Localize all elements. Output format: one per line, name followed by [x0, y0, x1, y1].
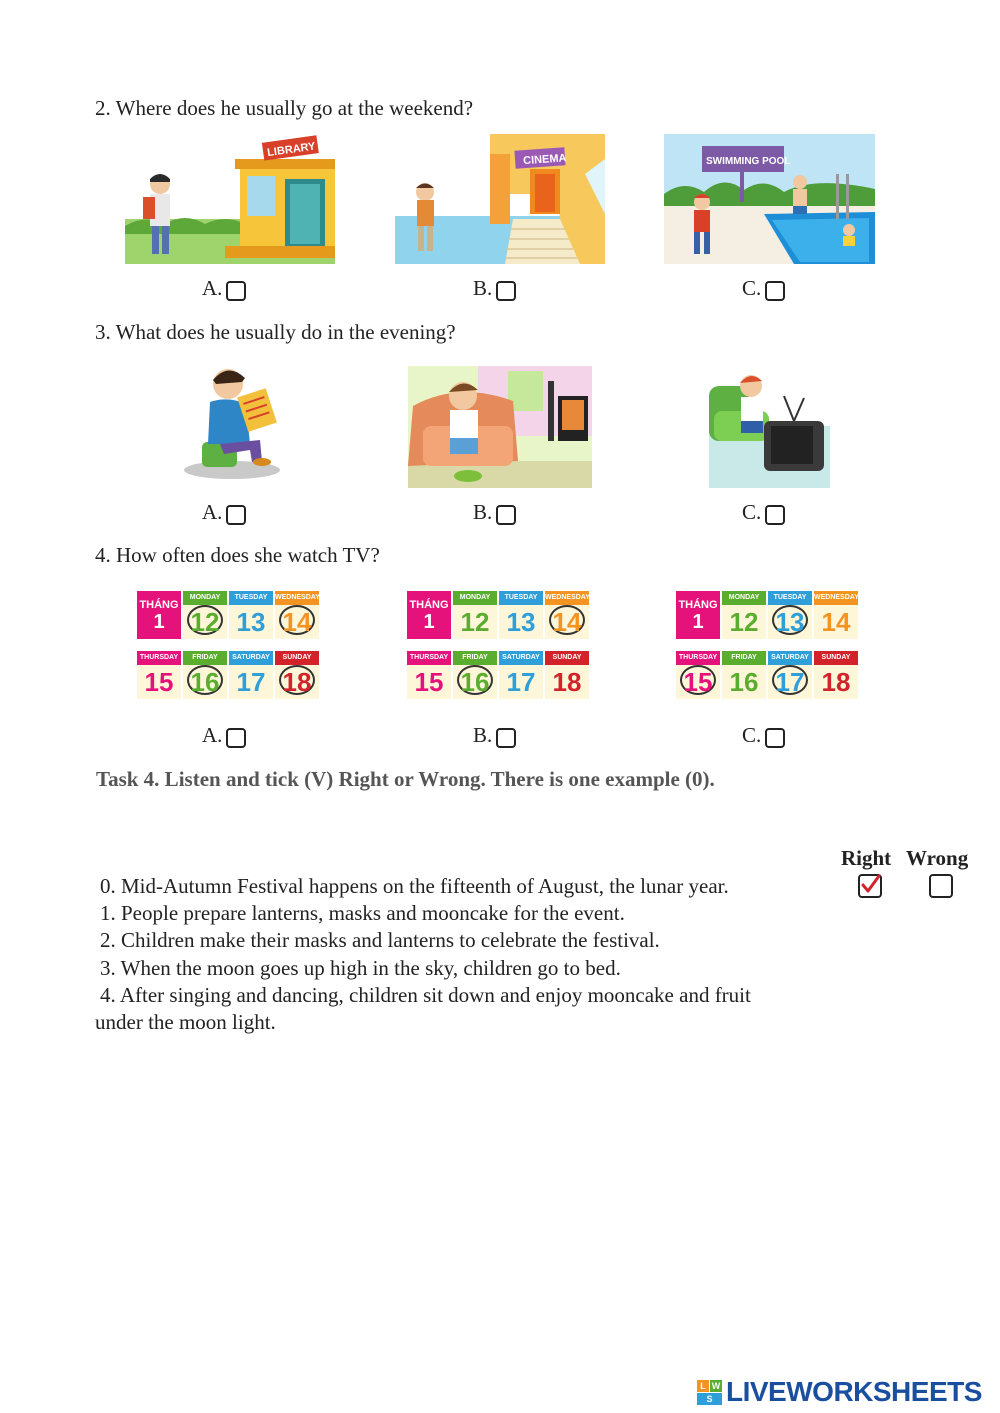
option-label: B. — [473, 723, 493, 747]
example-right-checkbox[interactable] — [858, 874, 882, 898]
day-number: 17 — [499, 665, 543, 699]
weekday-label: THURSDAY — [407, 651, 451, 665]
right-column-header: Right — [841, 846, 892, 870]
circled-day: 17 — [772, 665, 808, 695]
weekday-label: WEDNESDAY — [275, 591, 319, 605]
logo-badge-letter: S — [697, 1393, 722, 1405]
month-number: 1 — [423, 611, 435, 633]
circled-day: 14 — [279, 605, 315, 635]
circled-day: 18 — [279, 665, 315, 695]
wrong-column-header: Wrong — [906, 846, 969, 870]
day-number — [275, 605, 319, 639]
q3-checkbox-a[interactable] — [226, 505, 246, 525]
q4-option-c — [742, 723, 785, 748]
cinema-sign: CINEMA — [522, 152, 567, 168]
weekday-label: SATURDAY — [768, 651, 812, 665]
day-number — [275, 665, 319, 699]
swimming-pool-picture — [664, 134, 875, 264]
month-block — [407, 591, 451, 639]
month-number: 1 — [692, 611, 704, 633]
q3-checkbox-c[interactable] — [765, 505, 785, 525]
day-number — [453, 665, 497, 699]
day-number: 13 — [229, 605, 273, 639]
statement-3: 3. When the moon goes up high in the sky, children go to bed. — [100, 956, 621, 980]
q4-option-a — [202, 723, 246, 748]
statement-1: 1. People prepare lanterns, masks and mooncake for the event. — [100, 901, 625, 925]
q3-option-a — [202, 500, 246, 525]
q4-checkbox-c[interactable] — [765, 728, 785, 748]
calendar-b — [407, 591, 597, 703]
weekday-label: WEDNESDAY — [814, 591, 858, 605]
weekday-label: MONDAY — [453, 591, 497, 605]
option-label: C. — [742, 500, 762, 524]
day-number: 12 — [722, 605, 766, 639]
weekday-label: SATURDAY — [499, 651, 543, 665]
day-number: 18 — [545, 665, 589, 699]
day-number: 17 — [229, 665, 273, 699]
calendar-a — [137, 591, 327, 703]
statement-0: 0. Mid-Autumn Festival happens on the fifteenth of August, the lunar year. — [100, 874, 729, 898]
month-block — [137, 591, 181, 639]
day-number: 12 — [453, 605, 497, 639]
day-number: 16 — [722, 665, 766, 699]
q4-checkbox-b[interactable] — [496, 728, 516, 748]
statement-2: 2. Children make their masks and lanterns to celebrate the festival. — [100, 928, 660, 952]
q3-checkbox-b[interactable] — [496, 505, 516, 525]
liveworksheets-logo — [697, 1376, 982, 1408]
calendar-c — [676, 591, 866, 703]
weekday-label: SATURDAY — [229, 651, 273, 665]
day-number — [183, 665, 227, 699]
circled-day: 12 — [187, 605, 223, 635]
question-2: 2. Where does he usually go at the weekend? — [95, 96, 474, 120]
q3-option-b — [473, 500, 516, 525]
weekday-label: SUNDAY — [545, 651, 589, 665]
weekday-label: SUNDAY — [275, 651, 319, 665]
option-label: B. — [473, 500, 493, 524]
logo-text: LIVEWORKSHEETS — [726, 1376, 982, 1407]
armchair-tv-picture — [709, 366, 830, 488]
q4-checkbox-a[interactable] — [226, 728, 246, 748]
q2-checkbox-b[interactable] — [496, 281, 516, 301]
option-label: C. — [742, 276, 762, 300]
weekday-label: FRIDAY — [183, 651, 227, 665]
q2-option-c — [742, 276, 785, 301]
option-label: A. — [202, 723, 223, 747]
q4-option-b — [473, 723, 516, 748]
month-label: THÁNG — [678, 599, 718, 611]
cinema-picture — [395, 134, 605, 264]
library-sign: LIBRARY — [266, 140, 317, 160]
swimming-pool-sign: SWIMMING POOL — [706, 156, 791, 167]
logo-badge-letter: L — [697, 1380, 709, 1392]
library-picture — [125, 134, 335, 264]
logo-badge-icon — [697, 1380, 722, 1405]
q3-option-c — [742, 500, 785, 525]
day-number: 15 — [137, 665, 181, 699]
weekday-label: THURSDAY — [137, 651, 181, 665]
q2-option-b — [473, 276, 516, 301]
example-wrong-checkbox[interactable] — [929, 874, 953, 898]
day-number: 14 — [814, 605, 858, 639]
weekday-label: THURSDAY — [676, 651, 720, 665]
sofa-tv-picture — [408, 366, 592, 488]
weekday-label: MONDAY — [722, 591, 766, 605]
day-number — [768, 665, 812, 699]
month-number: 1 — [153, 611, 165, 633]
day-number — [545, 605, 589, 639]
day-number — [768, 605, 812, 639]
logo-badge-letter: W — [711, 1380, 721, 1391]
q2-checkbox-c[interactable] — [765, 281, 785, 301]
day-number: 15 — [407, 665, 451, 699]
q2-option-a — [202, 276, 246, 301]
day-number — [676, 665, 720, 699]
option-label: A. — [202, 500, 223, 524]
day-number: 18 — [814, 665, 858, 699]
weekday-label: FRIDAY — [453, 651, 497, 665]
weekday-label: TUESDAY — [499, 591, 543, 605]
q2-checkbox-a[interactable] — [226, 281, 246, 301]
month-block — [676, 591, 720, 639]
circled-day: 13 — [772, 605, 808, 635]
reading-picture — [180, 362, 285, 482]
weekday-label: FRIDAY — [722, 651, 766, 665]
question-3: 3. What does he usually do in the evening? — [95, 320, 456, 344]
question-4: 4. How often does she watch TV? — [95, 543, 380, 567]
circled-day: 14 — [549, 605, 585, 635]
day-number: 13 — [499, 605, 543, 639]
weekday-label: WEDNESDAY — [545, 591, 589, 605]
month-label: THÁNG — [139, 599, 179, 611]
statement-4: 4. After singing and dancing, children sit down and enjoy mooncake and fruit — [100, 983, 751, 1007]
circled-day: 16 — [457, 665, 493, 695]
option-label: C. — [742, 723, 762, 747]
circled-day: 16 — [187, 665, 223, 695]
month-label: THÁNG — [409, 599, 449, 611]
circled-day: 15 — [680, 665, 716, 695]
task-4-title: Task 4. Listen and tick (V) Right or Wrong. There is one example (0). — [96, 767, 715, 791]
weekday-label: TUESDAY — [229, 591, 273, 605]
statement-4-continued: under the moon light. — [95, 1010, 276, 1034]
weekday-label: SUNDAY — [814, 651, 858, 665]
option-label: A. — [202, 276, 223, 300]
weekday-label: TUESDAY — [768, 591, 812, 605]
weekday-label: MONDAY — [183, 591, 227, 605]
option-label: B. — [473, 276, 493, 300]
day-number — [183, 605, 227, 639]
tick-icon — [858, 872, 882, 896]
